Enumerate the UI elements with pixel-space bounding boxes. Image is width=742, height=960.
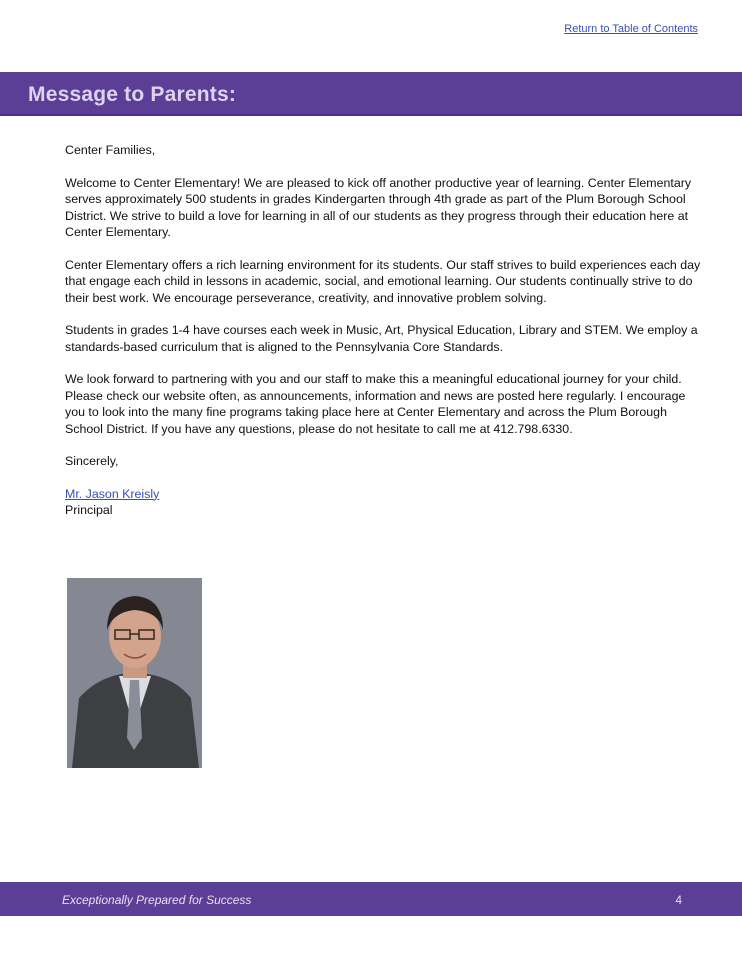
parent-letter	[65, 142, 705, 519]
page-number: 4	[675, 893, 682, 907]
principal-title: Principal	[65, 503, 113, 517]
principal-photo	[67, 578, 202, 768]
principal-photo-icon	[67, 578, 202, 768]
letter-paragraph: Welcome to Center Elementary! We are pleased to kick off another productive year of learning. Center Elementary serves approximately 500 students in grades Kindergarten through 4th grade as part of the Plum Borough School District. We strive to build a love for learning in all of our students as they progress through their education here at Center Elementary.	[65, 175, 692, 239]
letter-paragraph: We look forward to partnering with you and our staff to make this a meaningful educational journey for your child. Please check our website often, as announcements, information and news are posted here regularly. I encourage you to look into the many fine programs taking place here at Center Elementary and across the Plum Borough School District. If you have any questions, please do not hesitate to call me at 412.798.6330.	[65, 372, 686, 436]
footer-tagline: Exceptionally Prepared for Success	[62, 893, 252, 907]
return-to-toc-link[interactable]: Return to Table of Contents	[564, 23, 698, 35]
footer-band	[0, 882, 742, 916]
section-title: Message to Parents:	[28, 83, 237, 106]
section-header-band	[0, 72, 742, 116]
letter-paragraph: Students in grades 1-4 have courses each week in Music, Art, Physical Education, Library and STEM. We employ a standards-based curriculum that is aligned to the Pennsylvania Core Standards.	[65, 323, 698, 354]
letter-closing: Sincerely,	[65, 454, 119, 468]
letter-paragraph: Center Elementary offers a rich learning environment for its students. Our staff strives to build experiences each day that engage each child in lessons in academic, social, and emotional learning. Our students continually strive to do their best work. We encourage perseverance, creativity, and innovative problem solving.	[65, 257, 701, 305]
signature-block	[65, 486, 705, 519]
principal-name-link[interactable]: Mr. Jason Kreisly	[65, 486, 160, 501]
letter-greeting: Center Families,	[65, 143, 156, 157]
